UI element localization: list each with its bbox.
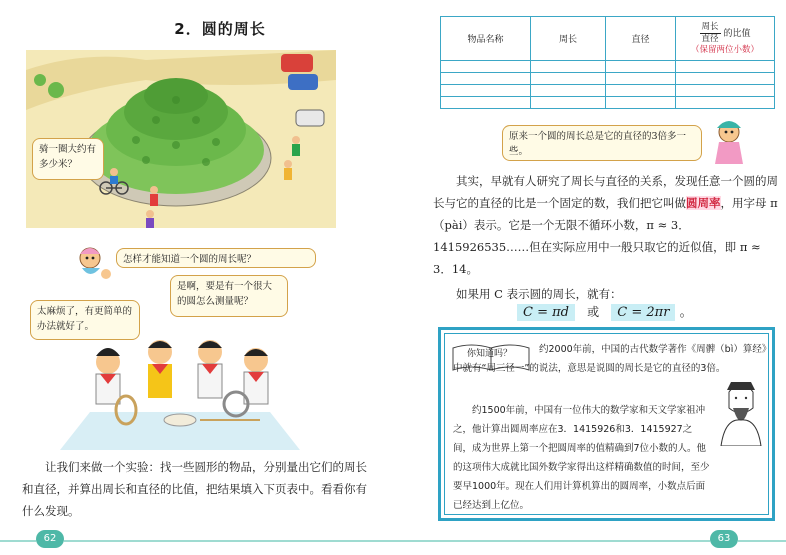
ratio-denominator: 直径 (701, 33, 719, 44)
history-inner-border (444, 333, 769, 515)
pi-paragraph (433, 170, 778, 280)
table-header-circumference: 周长 (531, 17, 606, 61)
table-cell[interactable] (441, 97, 531, 109)
formula-intro: 如果用 C 表示圆的周长，就有： (456, 287, 622, 301)
page-rule (0, 540, 36, 542)
table-cell[interactable] (676, 61, 775, 73)
table-cell[interactable] (676, 97, 775, 109)
page-rule (64, 540, 393, 542)
page-title: 2．圆的周长 (174, 20, 266, 38)
table-cell[interactable] (606, 85, 676, 97)
question-speech-bubble: 怎样才能知道一个圆的周长呢？ (116, 248, 316, 268)
table-header-item: 物品名称 (441, 17, 531, 61)
park-illustration (26, 50, 336, 228)
table-body (441, 61, 775, 109)
measurement-table (440, 16, 775, 109)
experiment-text: 让我们来做一个实验：找一些圆形的物品，分别量出它们的周长和直径，并算出周长和直径的比值，把结果填入下页表中。看看你有什么发现。 (22, 460, 367, 518)
formula-row (517, 301, 693, 323)
table-header-ratio (676, 17, 775, 61)
table-cell[interactable] (676, 73, 775, 85)
table-cell[interactable] (441, 73, 531, 85)
pi-term: 圆周率 (686, 196, 721, 210)
page-rule (738, 540, 786, 542)
scene-speech-bubble: 骑一圈大约有多少米？ (32, 138, 104, 180)
table-cell[interactable] (676, 85, 775, 97)
table-cell[interactable] (606, 73, 676, 85)
children-illustration (60, 320, 300, 450)
table-cell[interactable] (441, 61, 531, 73)
table-cell[interactable] (531, 97, 606, 109)
ratio-note: （保留两位小数） (690, 44, 759, 55)
history-paragraph-1: 约2000年前，中国的古代数学著作《周髀（bì）算经》中就有“周三径一”的说法，意思是说圆的周长是它的直径的3倍。 (453, 344, 767, 374)
ratio-suffix: 的比值 (723, 28, 751, 39)
conclusion-speech-bubble: 原来一个圆的周长总是它的直径的3倍多一些。 (502, 125, 702, 161)
zu-chongzhi-portrait (711, 374, 771, 446)
formula-end: 。 (679, 305, 693, 320)
formula-diameter: C = πd (517, 304, 575, 321)
ratio-numerator: 周长 (701, 21, 719, 32)
history-paragraph-2: 约1500年前，中国有一位伟大的数学家和天文学家祖冲之，他计算出圆周率应在3．1415926和3．1415927之间，成为世界上第一个把圆周率的值精确到7位小数的人。他的这项伟大成就比国外数学家得出这样精确数值的时间，至少要早1000年。现在人们用计算机算出的圆周率，小数点后面已经达到上亿位。 (453, 405, 710, 511)
right-kid-speech-bubble: 是啊，要是有一个很大的圆怎么测量呢？ (170, 275, 288, 317)
table-row (441, 61, 775, 73)
pi-text-before: 其实，早就有人研究了周长与直径的关系，发现任意一个圆的周长与它的直径的比是一个固定的数，我们把它叫做 (433, 174, 778, 210)
page-rule (393, 540, 710, 542)
pi-text (433, 170, 778, 280)
children-art (60, 320, 300, 450)
formula-radius: C = 2πr (611, 304, 675, 321)
history-label: 你知道吗？ (467, 349, 513, 359)
formula-or: 或 (587, 305, 600, 319)
table-cell[interactable] (531, 85, 606, 97)
page-number-left: 62 (36, 530, 64, 548)
right-page (393, 0, 786, 555)
table-cell[interactable] (531, 73, 606, 85)
table-row (441, 85, 775, 97)
table-cell[interactable] (606, 97, 676, 109)
ratio-fraction (700, 22, 721, 45)
girl-mascot-icon (709, 118, 749, 166)
history-box (438, 327, 775, 521)
pi-text-after: ，用字母 π（pài）表示。它是一个无限不循环小数，π ≈ 3．1415926535……但在实际应用中一般只取它的近似值，即 π ≈ 3．14。 (433, 196, 778, 276)
table-header-diameter: 直径 (606, 17, 676, 61)
table-row (441, 97, 775, 109)
girl-mascot-icon (70, 244, 114, 284)
left-kid-speech-bubble: 太麻烦了，有更简单的办法就好了。 (30, 300, 140, 340)
table-cell[interactable] (441, 85, 531, 97)
experiment-paragraph (22, 456, 372, 522)
table-cell[interactable] (531, 61, 606, 73)
table-cell[interactable] (606, 61, 676, 73)
table-row (441, 73, 775, 85)
page-number-right: 63 (710, 530, 738, 548)
